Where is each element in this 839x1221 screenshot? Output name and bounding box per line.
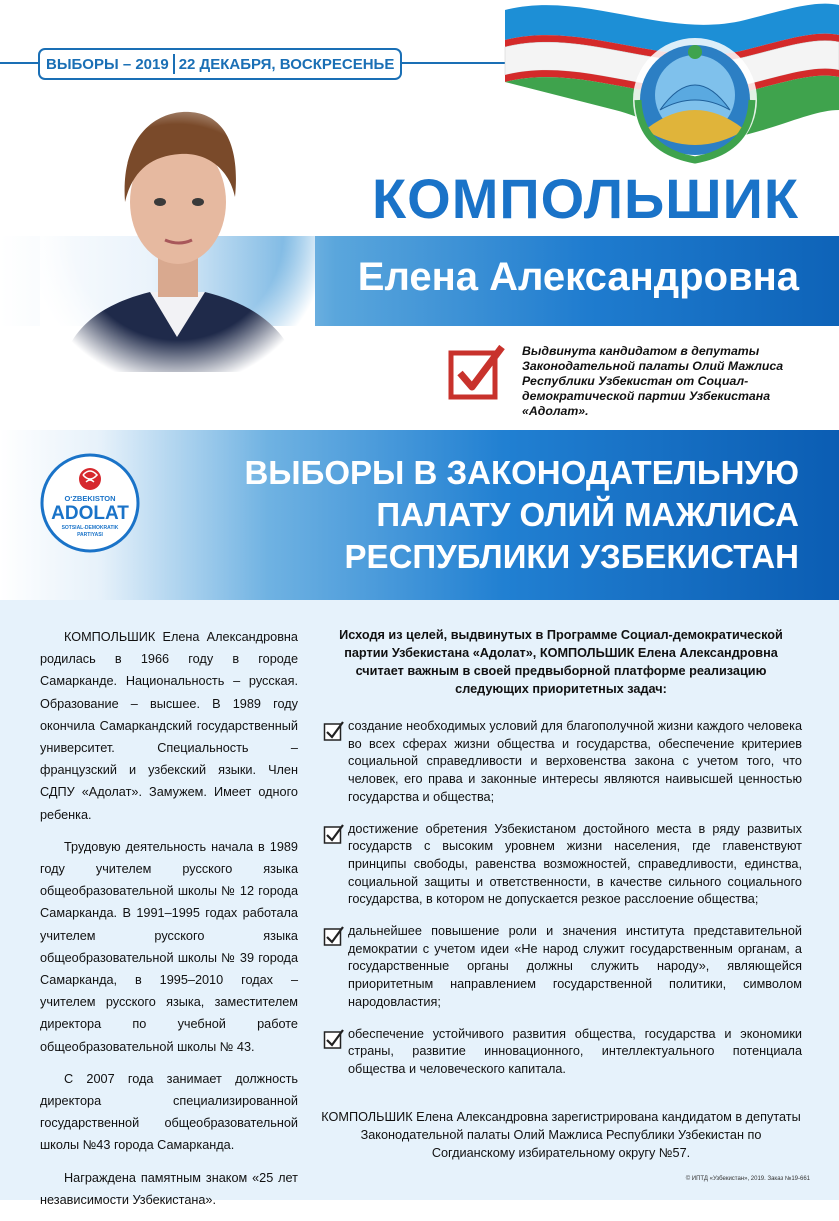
biography xyxy=(40,626,298,1221)
red-checkbox-icon xyxy=(448,343,506,401)
platform-item-text: обеспечение устойчивого развития общества, государства и экономики страны, развитие инновационного, интеллектуального потенциала общества и человеческого капитала. xyxy=(348,1026,802,1076)
list-item xyxy=(320,923,802,1012)
bio-paragraph: Трудовую деятельность начала в 1989 году учителем русского языка общеобразовательной школы № 12 города Самарканда. В 1991–1995 годах работала учителем русского языка общеобразовательной школы № 39 города Самарканда, в 1995–2010 годах – учителем русского языка, заместителем директора по учебной работе общеобразовательной школы № 43. xyxy=(40,839,298,1054)
checkbox-icon xyxy=(320,823,348,845)
registration-note: КОМПОЛЬШИК Елена Александровна зарегистрирована кандидатом в депутаты Законодательной палаты Олий Мажлиса Республики Узбекистан по Согдианскому избирательному округу №57. xyxy=(321,1110,801,1160)
nomination-statement: Выдвинута кандидатом в депутаты Законодательной палаты Олий Мажлиса Республики Узбекистан от Социал-демократической партии Узбекистана «Адолат». xyxy=(522,344,784,418)
logo-sub-2: PARTIYASI xyxy=(77,532,103,538)
print-info: © ИПТД «Узбекистан», 2019. Заказ №19-661 xyxy=(685,1176,810,1182)
badge-divider xyxy=(173,54,175,74)
logo-sub-1: SOTSIAL-DEMOKRATIK xyxy=(61,525,119,531)
checkbox-icon xyxy=(320,1028,348,1050)
election-headline xyxy=(199,452,799,578)
platform-item-text: создание необходимых условий для благополучной жизни каждого человека во всех сферах жизни общества и государства, обеспечение критериев социальной справедливости и верховенства закона с учетом того, что человек, его права и законные интересы являются наивысшей ценностью государства и общества; xyxy=(348,719,802,804)
election-date: 22 ДЕКАБРЯ, ВОСКРЕСЕНЬЕ xyxy=(178,55,395,73)
platform-item-text: дальнейшее повышение роли и значения института представительной демократии с учетом идеи «Не народ служит государственным органам, а государственные органы должны служить народу», являющейся приоритетным направлением государственной политики, символом народовластия; xyxy=(348,924,802,1009)
candidate-given-names: Елена Александровна xyxy=(357,255,799,299)
logo-name: ADOLAT xyxy=(51,503,129,524)
logo-top-text: O‘ZBEKISTON xyxy=(64,494,116,503)
headline-line: РЕСПУБЛИКИ УЗБЕКИСТАН xyxy=(344,538,799,575)
platform-item-text: достижение обретения Узбекистаном достойного места в ряду развитых государств с высоким уровнем жизни населения, где главенствуют принципы свободы, равенства возможностей, справедливости, единства, социальной защиты и ответственности, в качестве сильного социального государства, в котором не допускается резкое расслоение общества; xyxy=(348,821,802,907)
checkbox-icon xyxy=(320,720,348,742)
bio-paragraph: Награждена памятным знаком «25 лет независимости Узбекистана». xyxy=(40,1170,298,1207)
platform-list xyxy=(320,718,802,1093)
checkbox-icon xyxy=(320,925,348,947)
headline-line: ВЫБОРЫ В ЗАКОНОДАТЕЛЬНУЮ xyxy=(244,454,799,491)
election-label: ВЫБОРЫ – 2019 xyxy=(46,55,169,73)
candidate-surname: КОМПОЛЬШИК xyxy=(371,167,799,230)
flag-emblem-icon xyxy=(495,0,839,190)
headline-line: ПАЛАТУ ОЛИЙ МАЖЛИСА xyxy=(376,496,799,533)
candidate-portrait xyxy=(40,92,315,372)
list-item xyxy=(320,718,802,807)
bio-paragraph: С 2007 года занимает должность директора специализированной государственной общеобразовательной школы №43 города Самарканда. xyxy=(40,1071,298,1153)
list-item xyxy=(320,821,802,910)
platform-intro: Исходя из целей, выдвинутых в Программе Социал-демократической партии Узбекистана «Адолат», КОМПОЛЬШИК Елена Александровна считает важным в своей предвыборной платформе реализацию следующих приоритетных задач: xyxy=(339,628,783,696)
party-logo xyxy=(40,453,140,553)
election-date-badge xyxy=(38,48,402,80)
list-item xyxy=(320,1026,802,1079)
bio-paragraph: КОМПОЛЬШИК Елена Александровна родилась в 1966 году в городе Самарканде. Национальность – русская. Образование – высшее. В 1989 году окончила Самаркандский государственный университет. Специальность – французский и узбекский языки. Член СДПУ «Адолат». Замужем. Имеет одного ребенка. xyxy=(40,630,298,822)
